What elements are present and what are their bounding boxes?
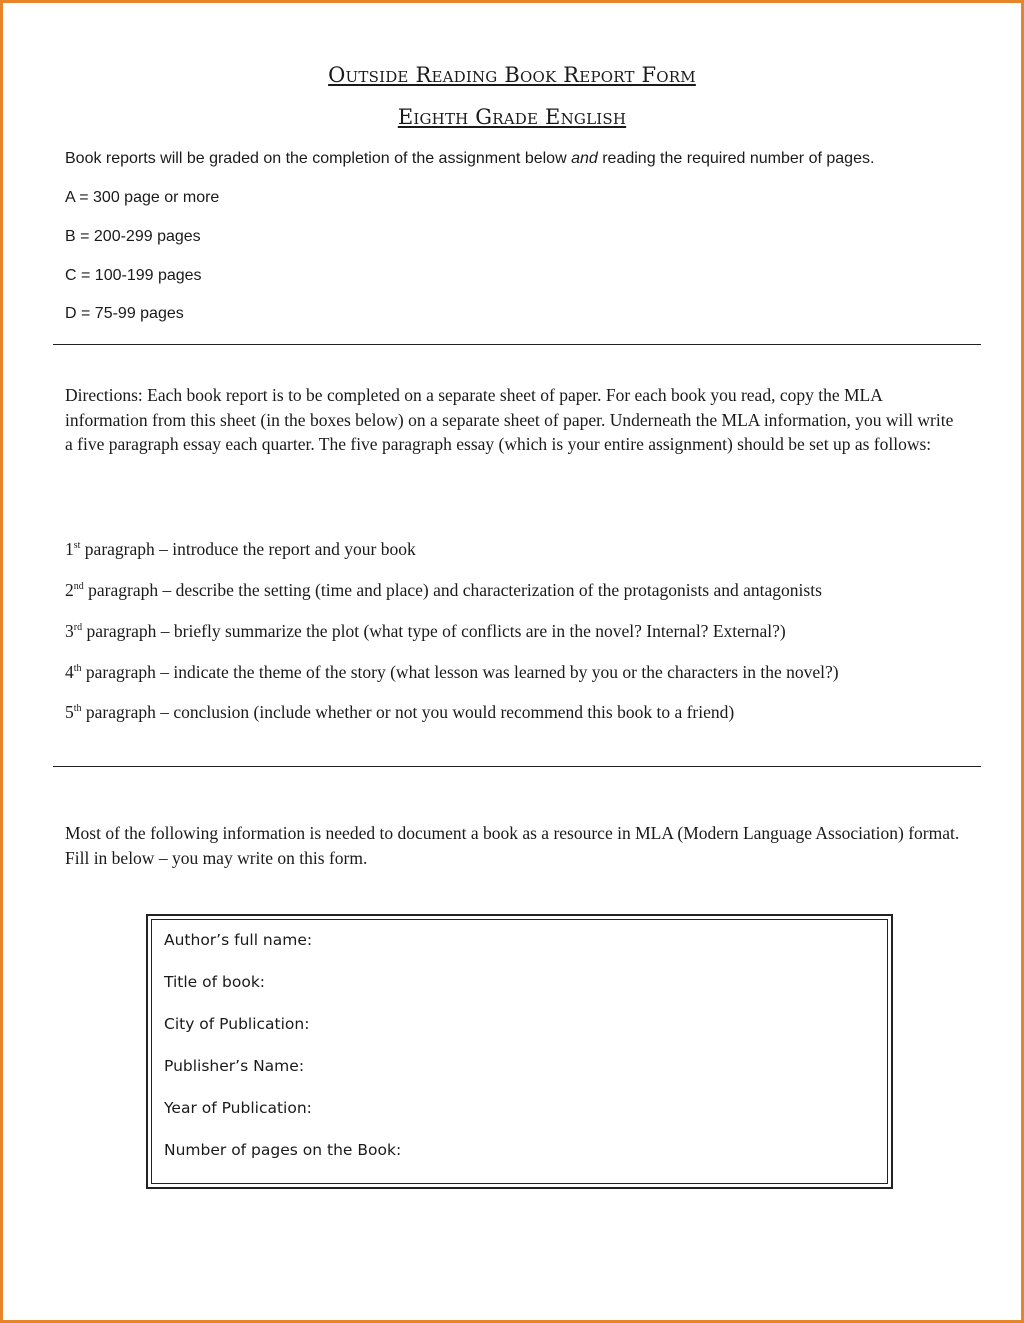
directions-paragraph: Directions: Each book report is to be completed on a separate sheet of paper. For each book you read, copy the MLA information from this sheet (in the boxes below) on a separate sheet of paper. Underneath the MLA information, you will write a five paragraph essay each quarter. The five paragraph essay (which is your entire assignment) should be set up as follows: xyxy=(65,385,954,454)
author-name-field[interactable]: Author’s full name: xyxy=(164,931,313,949)
mla-note: Most of the following information is needed to document a book as a resource in MLA (Modern Language Association) format. Fill in below – you may write on this form. xyxy=(65,823,960,868)
section-divider xyxy=(53,344,981,345)
ordinal-suffix: th xyxy=(73,663,82,675)
paragraph-number: 2 xyxy=(65,580,74,600)
paragraph-description: paragraph – describe the setting (time and place) and characterization of the protagonists and antagonists xyxy=(83,580,822,600)
mla-info-box-inner xyxy=(151,919,888,1184)
ordinal-suffix: nd xyxy=(73,581,84,593)
grading-intro-before: Book reports will be graded on the completion of the assignment below xyxy=(65,150,572,167)
paragraph-description: paragraph – briefly summarize the plot (what type of conflicts are in the novel? Internal? External?) xyxy=(82,621,786,641)
paragraph-description: paragraph – indicate the theme of the story (what lesson was learned by you or the characters in the novel?) xyxy=(81,662,839,682)
paragraph-description: paragraph – introduce the report and your book xyxy=(80,539,416,559)
grade-a-line: A = 300 page or more xyxy=(65,189,220,206)
ordinal-suffix: th xyxy=(73,703,82,715)
paragraph-instruction-2 xyxy=(65,578,822,603)
paragraph-instruction-4 xyxy=(65,660,839,685)
ordinal-suffix: rd xyxy=(73,622,83,634)
mla-info-box xyxy=(146,914,893,1189)
paragraph-instruction-1 xyxy=(65,537,416,562)
grading-intro-emphasis: and xyxy=(571,150,598,167)
grade-c-line: C = 100-199 pages xyxy=(65,267,202,284)
grade-b-line: B = 200-299 pages xyxy=(65,228,201,245)
paragraph-number: 1 xyxy=(65,539,74,559)
grading-intro xyxy=(65,150,874,168)
paragraph-number: 4 xyxy=(65,662,74,682)
page-count-field[interactable]: Number of pages on the Book: xyxy=(164,1141,402,1159)
publisher-name-field[interactable]: Publisher’s Name: xyxy=(164,1057,305,1075)
ordinal-suffix: st xyxy=(73,540,81,552)
grade-d-line: D = 75-99 pages xyxy=(65,305,184,322)
form-subtitle: Eighth Grade English xyxy=(397,105,627,129)
paragraph-number: 3 xyxy=(65,621,74,641)
section-divider xyxy=(53,766,981,767)
paragraph-number: 5 xyxy=(65,702,74,722)
book-title-field[interactable]: Title of book: xyxy=(164,973,266,991)
form-title: Outside Reading Book Report Form xyxy=(328,63,696,87)
grading-intro-after: reading the required number of pages. xyxy=(597,150,875,167)
paragraph-instruction-3 xyxy=(65,619,786,644)
paragraph-instruction-5 xyxy=(65,700,734,725)
paragraph-description: paragraph – conclusion (include whether or not you would recommend this book to a friend) xyxy=(81,702,735,722)
publication-year-field[interactable]: Year of Publication: xyxy=(164,1099,312,1117)
publication-city-field[interactable]: City of Publication: xyxy=(164,1015,310,1033)
